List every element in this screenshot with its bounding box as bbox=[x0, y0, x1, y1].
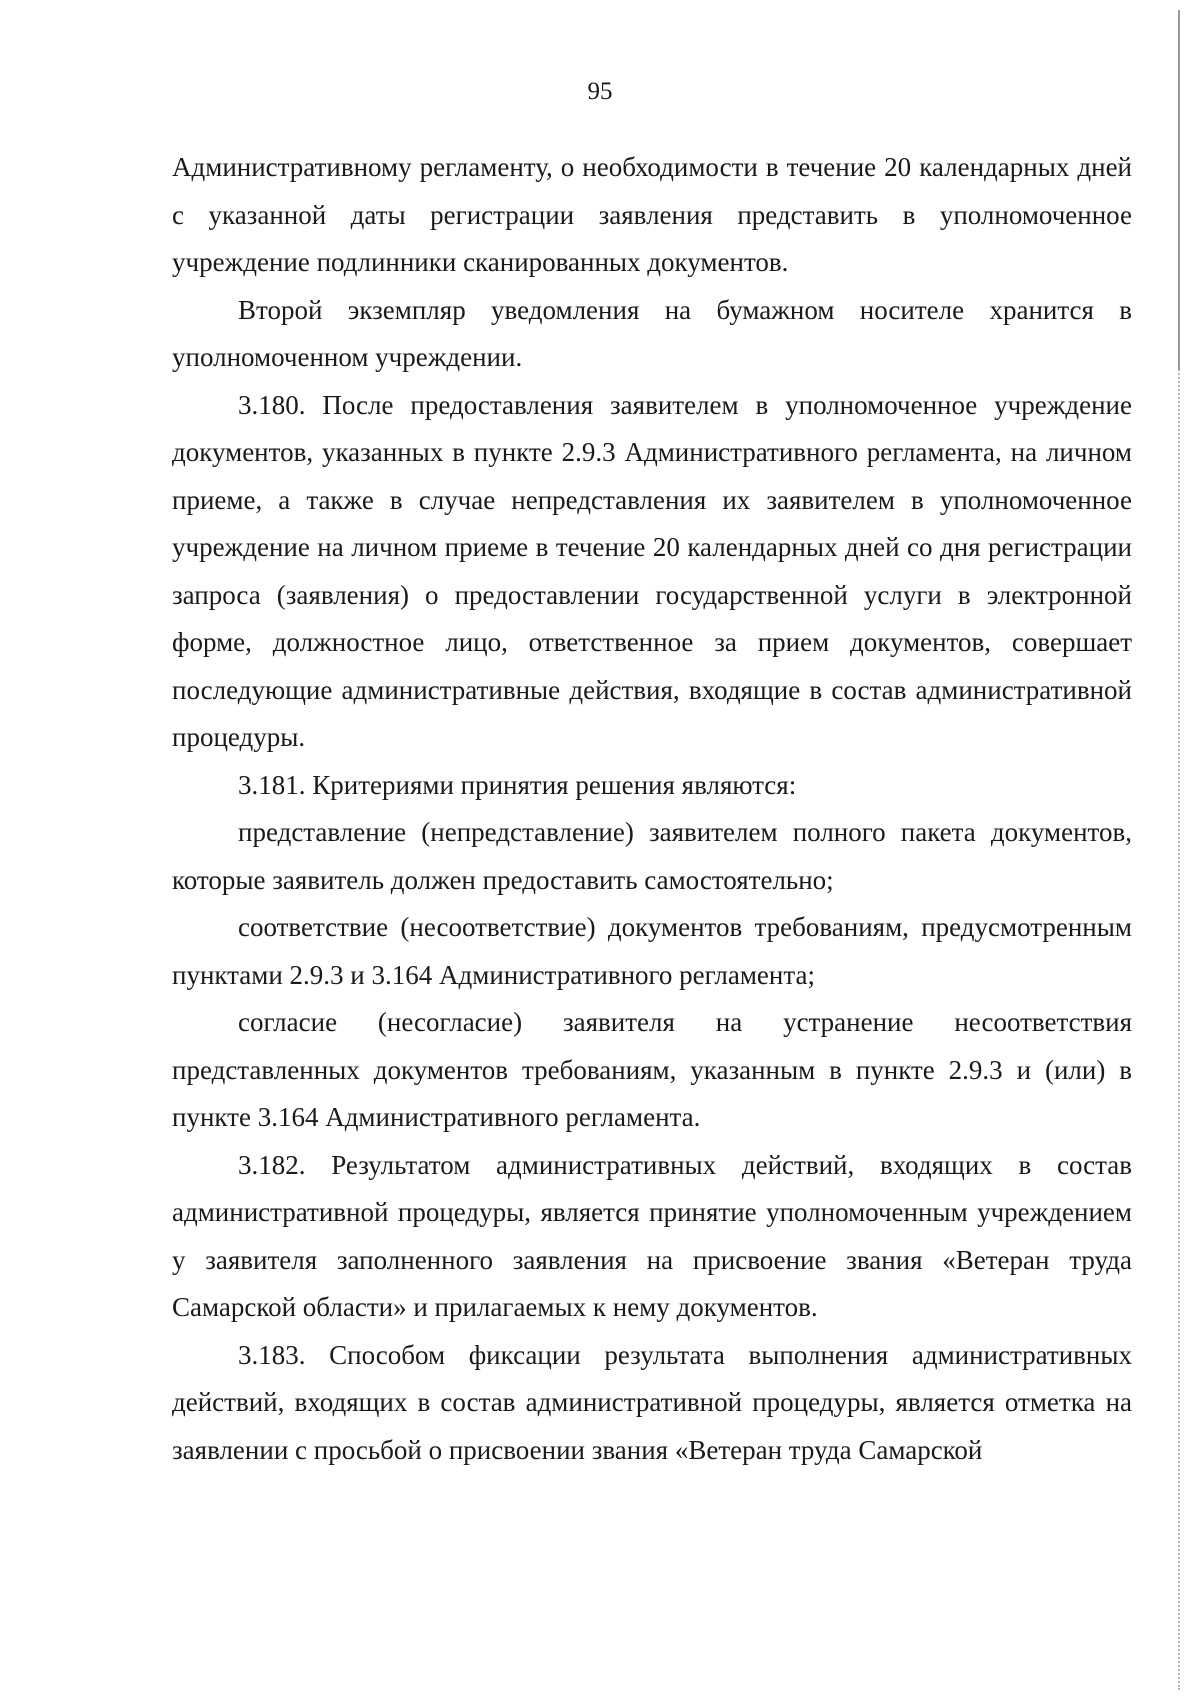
paragraph-criterion-3: согласие (несогласие) заявителя на устранение несоответствия представленных документов требованиям, указанным в пункте 2.9.3 и (или) в пункте 3.164 Административного регламента. bbox=[172, 1007, 1132, 1132]
paragraph-criterion-2: соответствие (несоответствие) документов требованиям, предусмотренным пунктами 2.9.3 и 3.164 Административного регламента; bbox=[172, 912, 1132, 990]
paragraph-criterion-1: представление (непредставление) заявителем полного пакета документов, которые заявитель должен предоставить самостоятельно; bbox=[172, 817, 1132, 895]
paragraph-second-copy: Второй экземпляр уведомления на бумажном носителе хранится в уполномоченном учреждении. bbox=[172, 294, 1132, 372]
paragraph-3-180: 3.180. После предоставления заявителем в уполномоченное учреждение документов, указанных в пункте 2.9.3 Административного регламента, на личном приеме, а также в случае непредставления их заявителем в уполномоченное учреждение на личном приеме в течение 20 календарных дней со дня регистрации запроса (заявления) о предоставлении государственной услуги в электронной форме, должностное лицо, ответственное за прием документов, совершает последующие административные действия, входящие в состав административной процедуры. bbox=[172, 389, 1132, 752]
page-number: 95 bbox=[587, 78, 613, 105]
paragraph-3-181: 3.181. Критериями принятия решения являются: bbox=[238, 769, 797, 800]
document-body bbox=[172, 144, 1132, 1474]
paragraph-3-182: 3.182. Результатом административных действий, входящих в состав административной процедуры, является принятие уполномоченным учреждением у заявителя заполненного заявления на присвоение звания «Ветеран труда Самарской области» и прилагаемых к нему документов. bbox=[172, 1149, 1132, 1322]
scan-edge-line-solid bbox=[1178, 10, 1180, 370]
paragraph-3-183: 3.183. Способом фиксации результата выполнения административных действий, входящих в состав административной процедуры, является отметка на заявлении с просьбой о присвоении звания «Ветеран труда Самарской bbox=[172, 1339, 1132, 1465]
paragraph-continuation: Административному регламенту, о необходимости в течение 20 календарных дней с указанной даты регистрации заявления представить в уполномоченное учреждение подлинники сканированных документов. bbox=[172, 152, 1132, 277]
